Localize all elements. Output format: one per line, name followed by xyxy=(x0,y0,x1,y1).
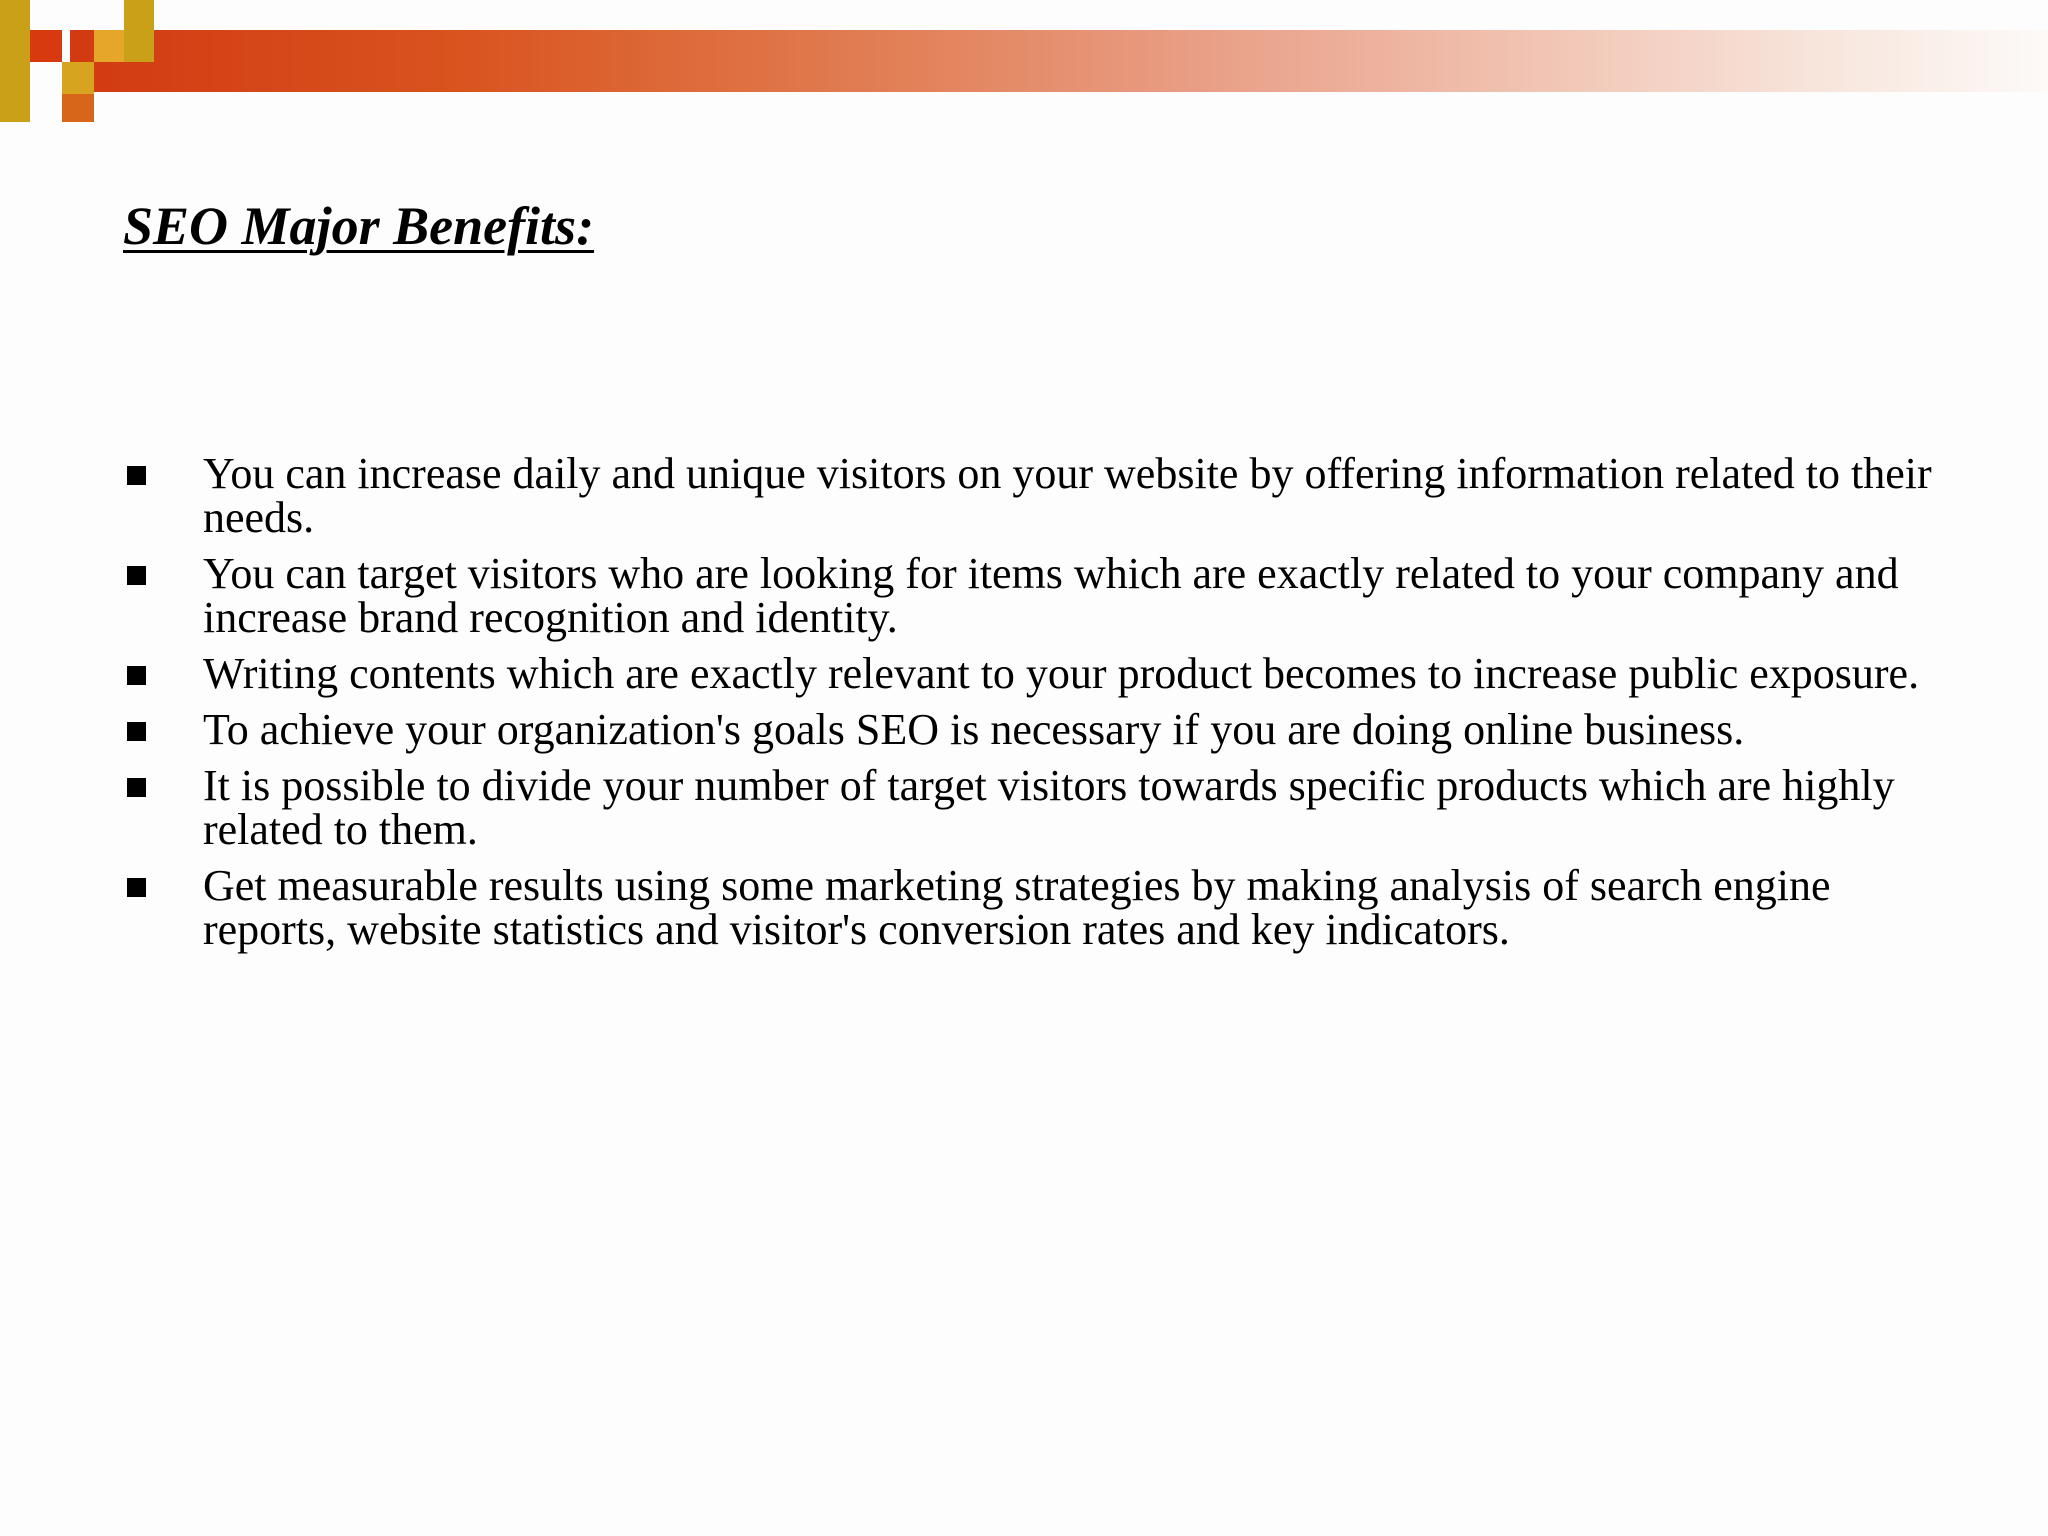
decor-square xyxy=(62,62,94,94)
bullet-text: Get measurable results using some marketing strategies by making analysis of search engine reports, website statistics and visitor's conversion rates and key indicators. xyxy=(203,861,1831,954)
decor-square xyxy=(30,30,62,62)
square-bullet-icon xyxy=(127,722,146,741)
decor-square xyxy=(30,62,62,122)
slide-title: SEO Major Benefits: xyxy=(123,196,595,256)
bullet-item xyxy=(123,705,1943,754)
bullet-text: It is possible to divide your number of target visitors towards specific products which are highly related to them. xyxy=(203,761,1895,854)
decor-square xyxy=(124,0,154,62)
bullet-text: Writing contents which are exactly relevant to your product becomes to increase public exposure. xyxy=(203,649,1920,698)
decor-square xyxy=(62,94,94,122)
square-bullet-icon xyxy=(127,878,146,897)
decor-square xyxy=(62,0,94,30)
square-bullet-icon xyxy=(127,566,146,585)
bullet-text: You can target visitors who are looking for items which are exactly related to your company and increase brand recognition and identity. xyxy=(203,549,1899,642)
square-bullet-icon xyxy=(127,466,146,485)
bullet-item xyxy=(123,449,1943,542)
decor-square xyxy=(94,30,124,62)
bullet-text: To achieve your organization's goals SEO is necessary if you are doing online business. xyxy=(203,705,1745,754)
decor-square xyxy=(0,0,30,122)
square-bullet-icon xyxy=(127,666,146,685)
bullet-item xyxy=(123,761,1943,854)
bullet-item xyxy=(123,861,1943,954)
bullet-item xyxy=(123,649,1943,698)
square-bullet-icon xyxy=(127,778,146,797)
header-gradient-bar xyxy=(70,30,2048,92)
bullet-item xyxy=(123,549,1943,642)
bullet-list xyxy=(123,449,1943,964)
bullet-text: You can increase daily and unique visitors on your website by offering information related to their needs. xyxy=(203,449,1932,542)
